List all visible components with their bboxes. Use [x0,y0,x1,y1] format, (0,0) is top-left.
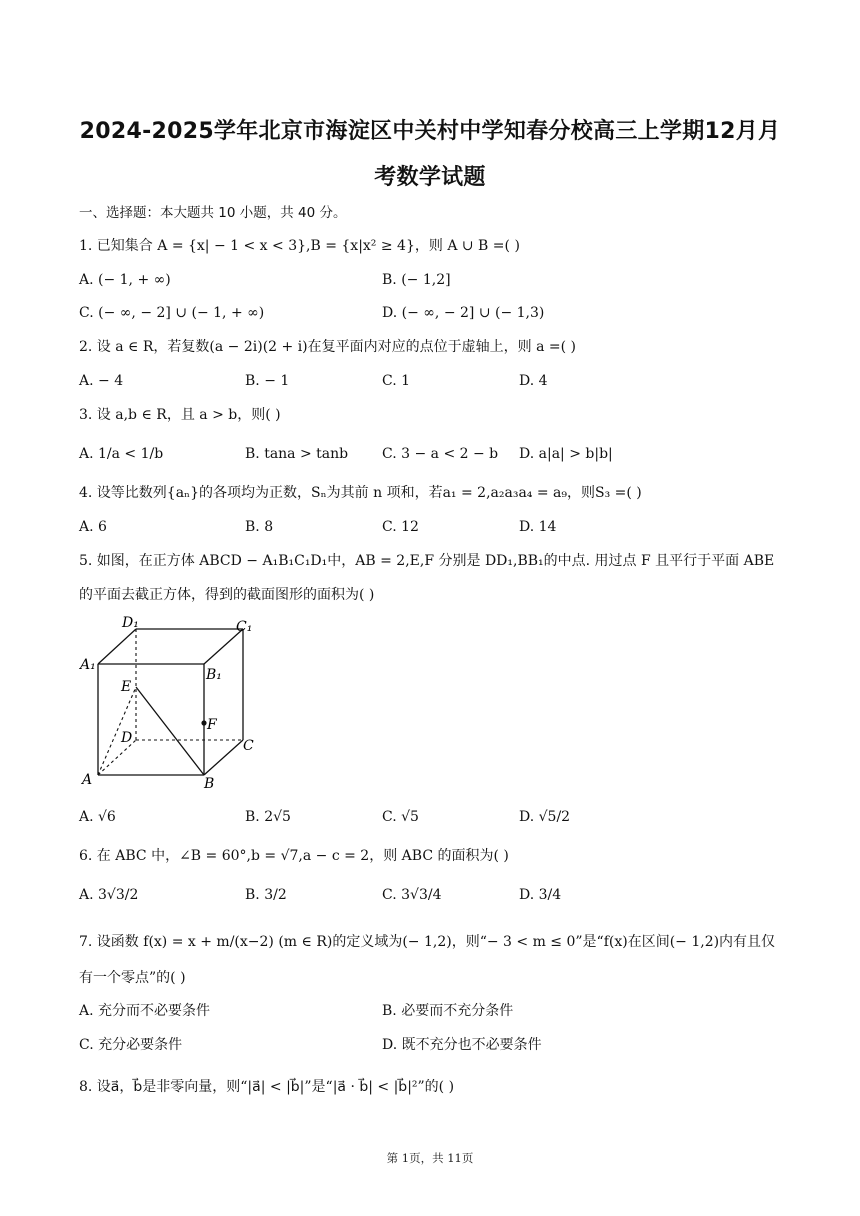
q1-option-d: D. (− ∞, − 2] ∪ (− 1,3) [382,305,545,321]
q7-option-a: A. 充分而不必要条件 [79,1003,211,1019]
label-b: B [204,776,215,792]
q2-option-b: B. − 1 [245,373,290,389]
q4-option-b: B. 8 [245,519,274,535]
q5-option-a: A. √6 [79,809,116,825]
q4-option-a: A. 6 [79,519,107,535]
question-7-stem-line2: 有一个零点”的( ) [79,970,186,986]
q5-option-c: C. √5 [382,809,419,825]
label-c: C [243,738,254,754]
label-f: F [207,717,217,733]
q7-option-c: C. 充分必要条件 [79,1037,183,1053]
q1-option-c: C. (− ∞, − 2] ∪ (− 1, + ∞) [79,305,265,321]
cube-figure [76,612,266,794]
label-d1: D₁ [122,615,139,631]
q6-option-c: C. 3√3/4 [382,887,442,903]
q5-option-b: B. 2√5 [245,809,291,825]
q6-option-d: D. 3/4 [519,887,562,903]
label-a: A [82,772,93,788]
q6-option-b: B. 3/2 [245,887,287,903]
question-6-stem: 6. 在 ABC 中，∠B = 60°,b = √7,a − c = 2，则 ABC 的面积为( ) [79,848,509,864]
q3-option-b: B. tana > tanb [245,446,349,462]
label-c1: C₁ [236,619,253,635]
q1-option-a: A. (− 1, + ∞) [79,272,171,288]
q4-option-d: D. 14 [519,519,557,535]
q2-option-a: A. − 4 [79,373,124,389]
q4-option-c: C. 12 [382,519,419,535]
q3-option-a: A. 1/a < 1/b [79,446,164,462]
q5-option-d: D. √5/2 [519,809,571,825]
section-heading: 一、选择题：本大题共 10 小题，共 40 分。 [79,205,347,221]
exam-title-line1: 2024-2025学年北京市海淀区中关村中学知春分校高三上学期12月月 [79,119,781,144]
question-8-stem: 8. 设a⃗，b⃗是非零向量，则“|a⃗| < |b⃗|”是“|a⃗ · b⃗| < |b⃗|²”的( ) [79,1079,455,1095]
q7-option-d: D. 既不充分也不必要条件 [382,1037,542,1053]
label-a1: A₁ [80,657,96,673]
question-5-stem-line1: 5. 如图，在正方体 ABCD − A₁B₁C₁D₁中，AB = 2,E,F 分别是 DD₁,BB₁的中点. 用过点 F 且平行于平面 ABE [79,553,775,569]
label-b1: B₁ [206,667,222,683]
point-f-dot [201,720,206,725]
question-4-stem: 4. 设等比数列{aₙ}的各项均为正数，Sₙ为其前 n 项和，若a₁ = 2,a₂a₃a₄ = a₉，则S₃ =( ) [79,485,642,501]
q1-option-b: B. (− 1,2] [382,272,451,288]
label-e: E [121,679,132,695]
label-d: D [121,730,133,746]
question-2-stem: 2. 设 a ∈ R，若复数(a − 2i)(2 + i)在复平面内对应的点位于虚轴上，则 a =( ) [79,339,576,355]
q3-option-c: C. 3 − a < 2 − b [382,446,499,462]
question-7-stem-line1: 7. 设函数 f(x) = x + m/(x−2) (m ∈ R)的定义域为(− 1,2)，则“− 3 < m ≤ 0”是“f(x)在区间(− 1,2)内有且仅 [79,934,776,950]
q2-option-d: D. 4 [519,373,548,389]
q7-option-b: B. 必要而不充分条件 [382,1003,514,1019]
page-footer: 第 1页，共 11页 [386,1151,474,1165]
question-3-stem: 3. 设 a,b ∈ R，且 a > b，则( ) [79,407,281,423]
q6-option-a: A. 3√3/2 [79,887,139,903]
question-5-stem-line2: 的平面去截正方体，得到的截面图形的面积为( ) [79,587,375,603]
question-1-stem: 1. 已知集合 A = {x| − 1 < x < 3},B = {x|x² ≥ 4}，则 A ∪ B =( ) [79,238,520,254]
exam-title-line2: 考数学试题 [374,165,486,190]
q2-option-c: C. 1 [382,373,411,389]
q3-option-d: D. a|a| > b|b| [519,446,613,462]
